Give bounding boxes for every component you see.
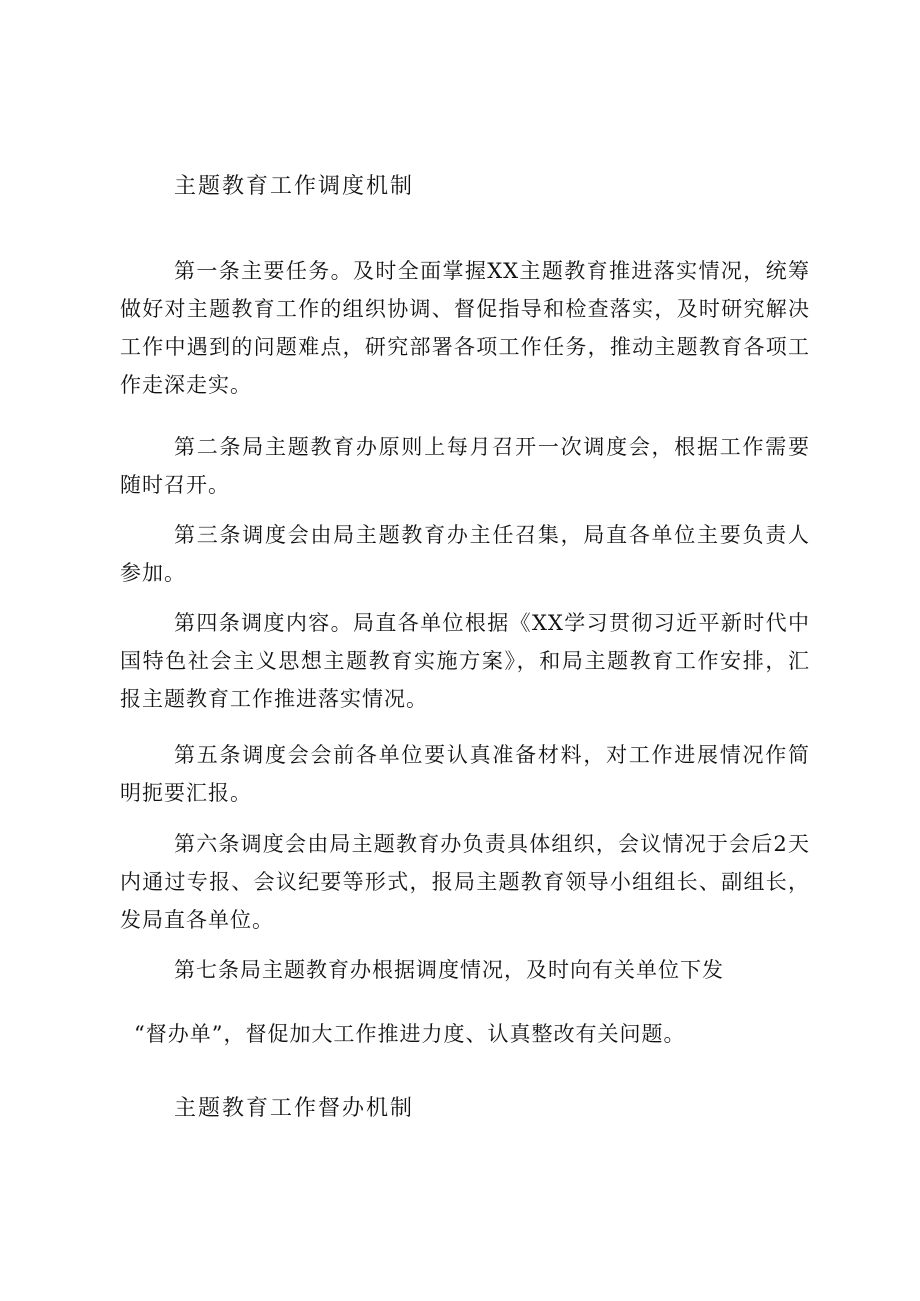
article-3: 第三条调度会由局主题教育办主任召集，局直各单位主要负责人参加。: [120, 523, 810, 585]
article-7-line-1: 第七条局主题教育办根据调度情况，及时向有关单位下发: [174, 958, 724, 982]
article-1: 第一条主要任务。及时全面掌握XX主题教育推进落实情况，统筹做好对主题教育工作的组织协调、督促指导和检查落实，及时研究解决工作中遇到的问题难点，研究部署各项工作任务，推动主题教育各项工作走深走实。: [120, 259, 810, 397]
section-heading-supervision: 主题教育工作督办机制: [174, 1096, 415, 1121]
section-heading-dispatch: 主题教育工作调度机制: [174, 174, 415, 199]
article-7-line-2: “督办单”，督促加大工作推进力度、认真整改有关问题。: [134, 1022, 686, 1046]
article-6: 第六条调度会由局主题教育办负责具体组织，会议情况于会后2天内通过专报、会议纪要等形式，报局主题教育领导小组组长、副组长，发局直各单位。: [120, 832, 810, 932]
article-2: 第二条局主题教育办原则上每月召开一次调度会，根据工作需要随时召开。: [120, 435, 810, 497]
article-5: 第五条调度会会前各单位要认真准备材料，对工作进展情况作简明扼要汇报。: [120, 743, 810, 805]
article-4: 第四条调度内容。局直各单位根据《XX学习贯彻习近平新时代中国特色社会主义思想主题教育实施方案》，和局主题教育工作安排，汇报主题教育工作推进落实情况。: [120, 611, 810, 711]
